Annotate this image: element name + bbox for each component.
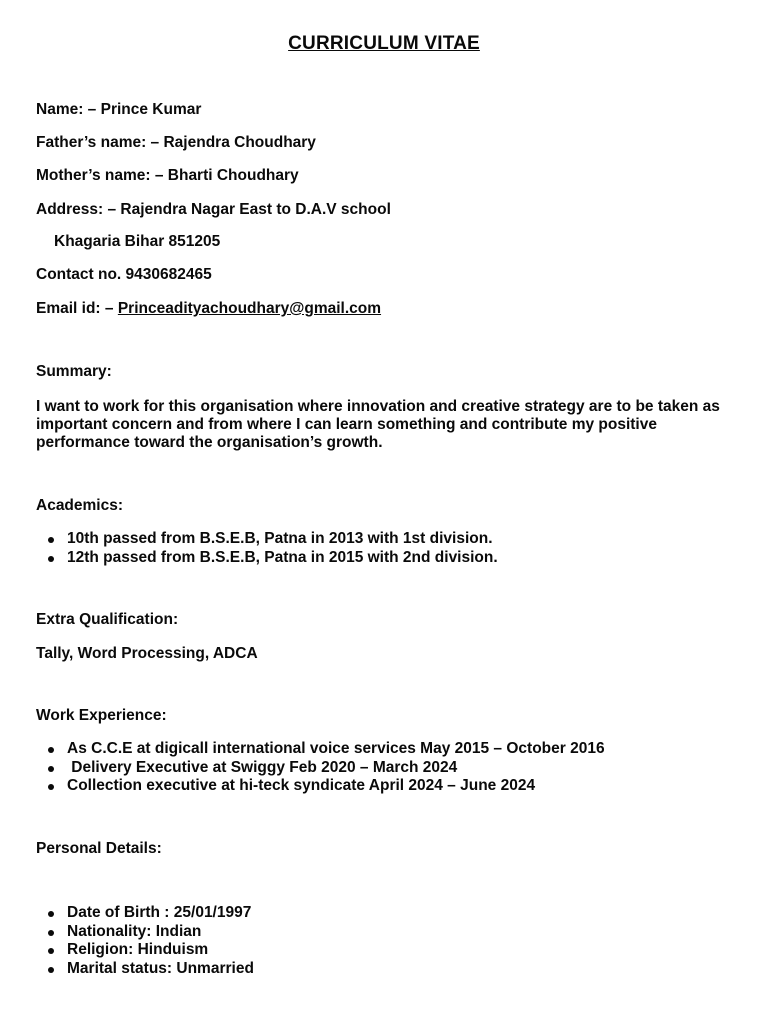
work-experience-heading: Work Experience: [36, 707, 167, 724]
list-item: 12th passed from B.S.E.B, Patna in 2015 with 2nd division. [36, 549, 498, 568]
academics-list [36, 530, 498, 567]
father-name-line: Father’s name: – Rajendra Choudhary [36, 134, 316, 151]
academics-heading: Academics: [36, 497, 124, 514]
mother-name-line: Mother’s name: – Bharti Choudhary [36, 167, 299, 184]
list-item: Marital status: Unmarried [36, 960, 254, 979]
extra-qualification-heading: Extra Qualification: [36, 611, 179, 628]
list-item: Date of Birth : 25/01/1997 [36, 904, 254, 923]
email-label: Email id: – [36, 300, 118, 317]
address-line-1: Address: – Rajendra Nagar East to D.A.V school [36, 201, 391, 218]
email-line [36, 300, 381, 318]
list-item: 10th passed from B.S.E.B, Patna in 2013 with 1st division. [36, 530, 498, 549]
name-line: Name: – Prince Kumar [36, 101, 202, 118]
list-item: Collection executive at hi-teck syndicate April 2024 – June 2024 [36, 777, 605, 796]
list-item: Nationality: Indian [36, 923, 254, 942]
list-item: Religion: Hinduism [36, 941, 254, 960]
extra-qualification-text: Tally, Word Processing, ADCA [36, 645, 258, 662]
contact-line: Contact no. 9430682465 [36, 266, 212, 283]
personal-details-heading: Personal Details: [36, 840, 162, 857]
list-item: As C.C.E at digicall international voice services May 2015 – October 2016 [36, 740, 605, 759]
list-item: Delivery Executive at Swiggy Feb 2020 – March 2024 [36, 759, 605, 778]
summary-text: I want to work for this organisation where innovation and creative strategy are to be taken as important concern and from where I can learn something and contribute my positive performance toward the organisation’s growth. [36, 398, 720, 451]
email-link[interactable]: Princeadityachoudhary@gmail.com [117, 300, 382, 317]
personal-details-list [36, 904, 254, 978]
summary-heading: Summary: [36, 363, 112, 380]
address-line-2: Khagaria Bihar 851205 [54, 233, 221, 250]
document-title: CURRICULUM VITAE [288, 33, 480, 54]
work-experience-list [36, 740, 605, 796]
